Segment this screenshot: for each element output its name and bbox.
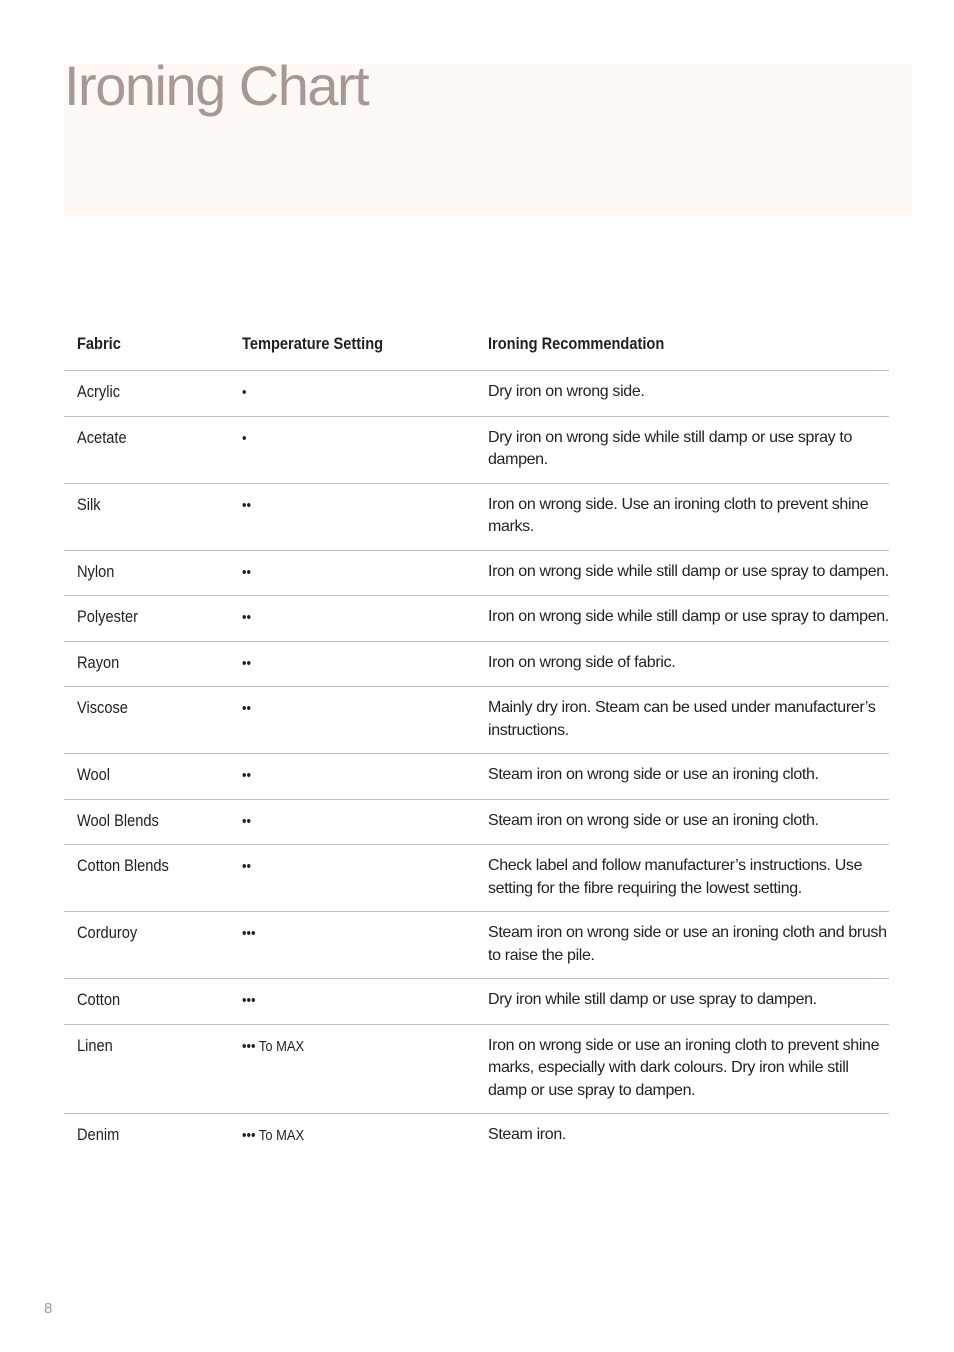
table-row (64, 416, 889, 483)
table-header-row (64, 330, 889, 371)
fabric-cell: Wool (64, 754, 229, 800)
fabric-cell: Rayon (64, 641, 229, 687)
fabric-cell: Polyester (64, 596, 229, 642)
fabric-column-header: Fabric (64, 330, 229, 371)
temperature-cell: •• (229, 483, 475, 550)
fabric-cell: Linen (64, 1024, 229, 1114)
temperature-column-header: Temperature Setting (229, 330, 475, 371)
recommendation-cell: Steam iron on wrong side or use an ironing cloth. (475, 754, 889, 800)
temperature-cell: ••• To MAX (242, 1127, 305, 1144)
recommendation-cell: Steam iron on wrong side or use an ironing cloth and brush to raise the pile. (475, 912, 889, 979)
table-row (64, 550, 889, 596)
fabric-cell: Acetate (64, 416, 229, 483)
temperature-cell: •• (229, 596, 475, 642)
temperature-cell: ••• To MAX (229, 1024, 475, 1114)
temperature-cell: •• (229, 845, 475, 912)
table-row (64, 687, 889, 754)
recommendation-cell: Iron on wrong side. Use an ironing cloth to prevent shine marks. (475, 483, 889, 550)
table-row (64, 371, 889, 417)
fabric-cell: Viscose (64, 687, 229, 754)
recommendation-cell: Iron on wrong side while still damp or use spray to dampen. (475, 596, 889, 642)
table-body (64, 371, 889, 1159)
temperature-cell: • (229, 371, 475, 417)
fabric-cell: Silk (64, 483, 229, 550)
recommendation-cell: Steam iron. (488, 1126, 566, 1143)
table-row (64, 979, 889, 1025)
recommendation-cell: Check label and follow manufacturer’s instructions. Use setting for the fibre requiring the lowest setting. (475, 845, 889, 912)
fabric-cell: Corduroy (64, 912, 229, 979)
recommendation-cell: Dry iron on wrong side. (475, 371, 889, 417)
recommendation-cell: Steam iron on wrong side or use an ironing cloth. (475, 799, 889, 845)
page-number: 8 (44, 1300, 53, 1317)
temperature-cell: •• (229, 799, 475, 845)
table-row (64, 1024, 889, 1114)
temperature-cell: •• (229, 687, 475, 754)
recommendation-cell: Dry iron on wrong side while still damp or use spray to dampen. (475, 416, 889, 483)
recommendation-cell: Mainly dry iron. Steam can be used under manufacturer’s instructions. (475, 687, 889, 754)
temperature-cell: •• (229, 641, 475, 687)
temperature-cell: •• (229, 754, 475, 800)
table-row (64, 641, 889, 687)
fabric-cell: Nylon (64, 550, 229, 596)
page-title: Ironing Chart (64, 54, 369, 117)
table-row (64, 799, 889, 845)
recommendation-cell: Iron on wrong side while still damp or use spray to dampen. (475, 550, 889, 596)
fabric-cell: Denim (77, 1125, 120, 1144)
temperature-cell: ••• (229, 979, 475, 1025)
recommendation-column-header: Ironing Recommendation (475, 330, 889, 371)
fabric-cell: Acrylic (64, 371, 229, 417)
temperature-cell: • (229, 416, 475, 483)
temperature-cell: •• (229, 550, 475, 596)
table-row (64, 754, 889, 800)
table-row (64, 845, 889, 912)
table-row (64, 596, 889, 642)
ironing-chart-table (64, 330, 889, 1159)
fabric-cell: Wool Blends (64, 799, 229, 845)
fabric-cell: Cotton (64, 979, 229, 1025)
fabric-cell: Cotton Blends (64, 845, 229, 912)
recommendation-cell: Iron on wrong side of fabric. (475, 641, 889, 687)
table-row (64, 912, 889, 979)
recommendation-cell: Dry iron while still damp or use spray to dampen. (475, 979, 889, 1025)
table-row (64, 483, 889, 550)
recommendation-cell: Iron on wrong side or use an ironing cloth to prevent shine marks, especially with dark colours. Dry iron while still damp or use spray to dampen. (475, 1024, 889, 1114)
temperature-cell: ••• (229, 912, 475, 979)
table-row (64, 1114, 889, 1159)
